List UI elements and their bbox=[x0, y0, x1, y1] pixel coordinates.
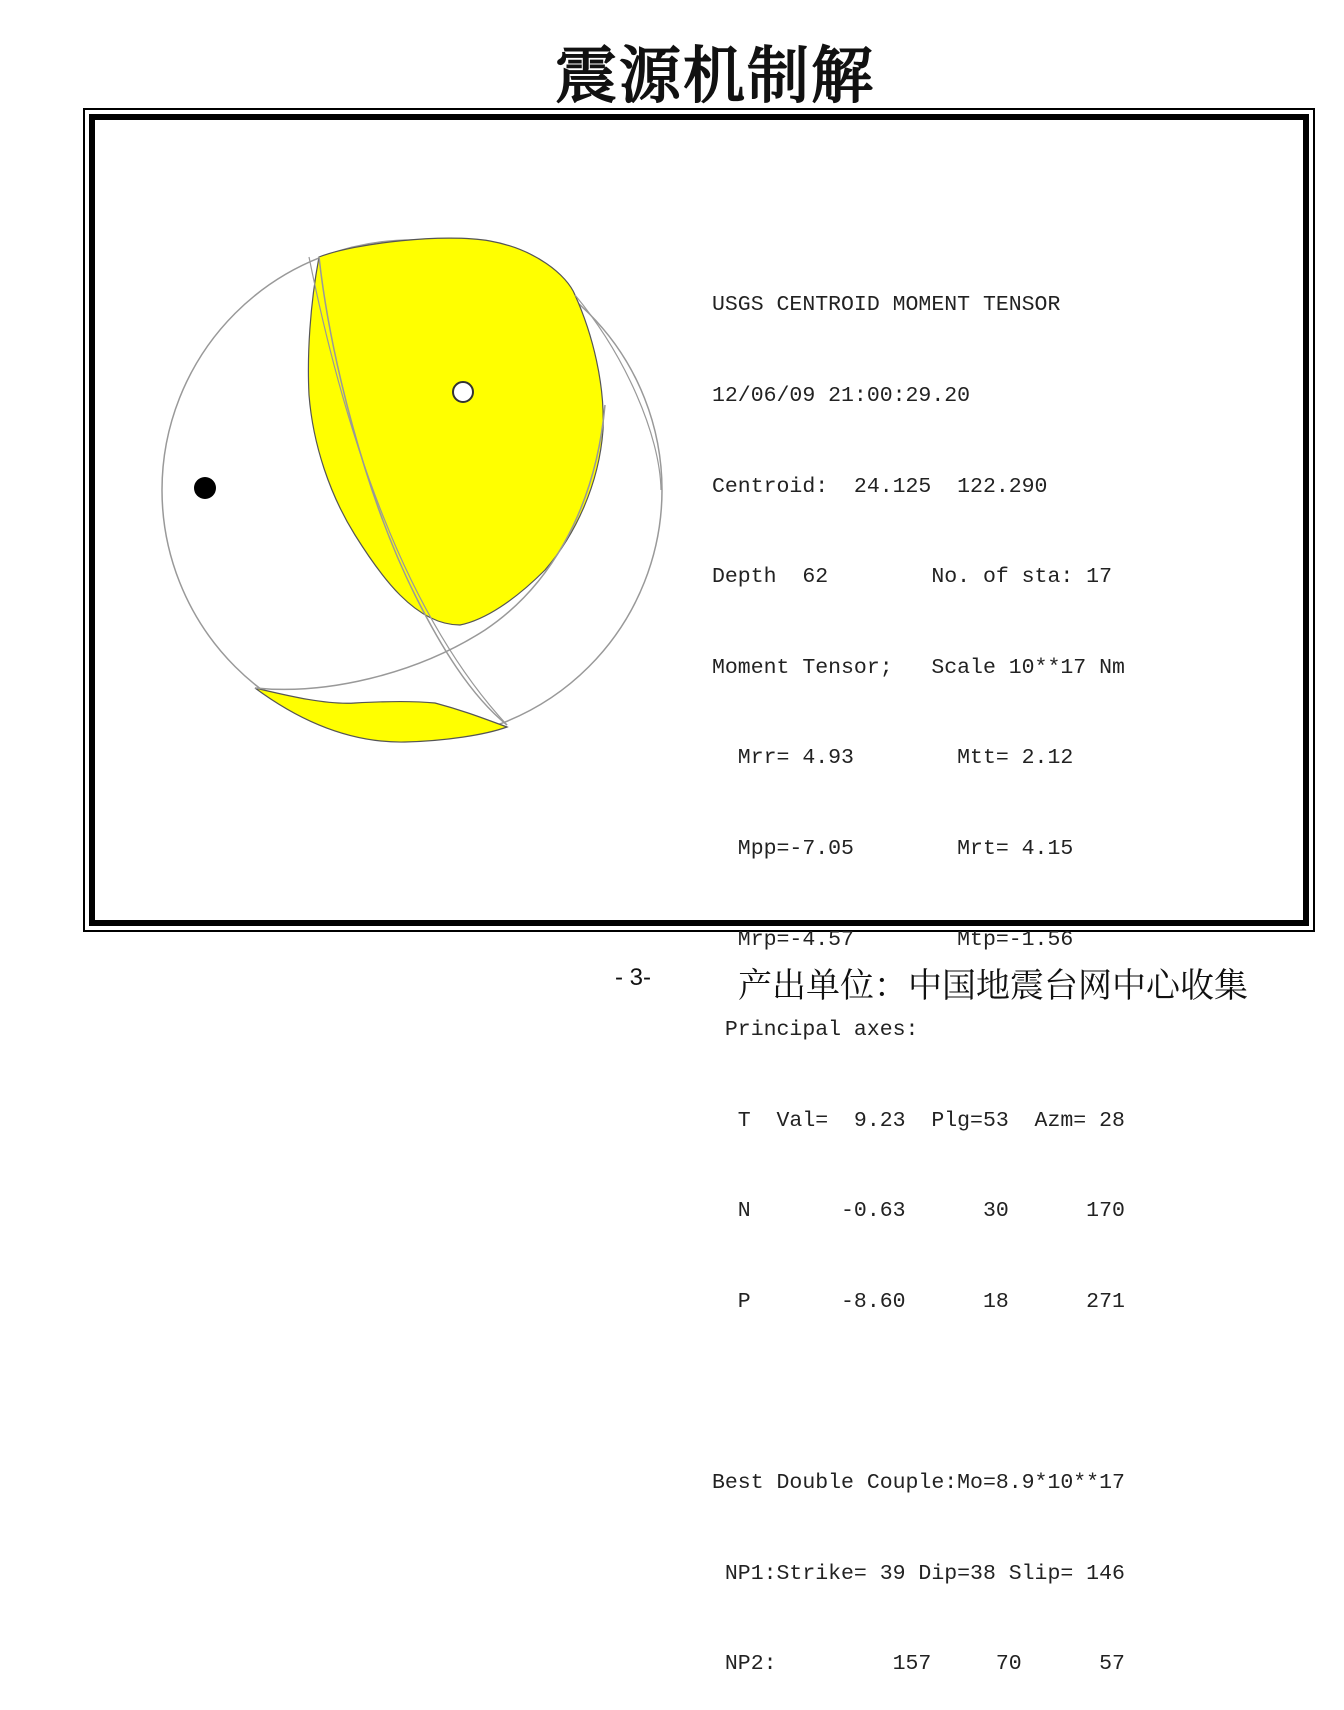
info-line: 12/06/09 21:00:29.20 bbox=[712, 384, 971, 408]
info-line: USGS CENTROID MOMENT TENSOR bbox=[712, 293, 1061, 318]
page-title: 震源机制解 bbox=[554, 39, 875, 112]
info-line: T Val= 9.23 Plg=53 Azm= 28 bbox=[712, 1108, 1125, 1133]
info-line: N -0.63 30 170 bbox=[712, 1199, 1125, 1224]
info-line: Principal axes: bbox=[712, 1018, 919, 1043]
info-line: Centroid: 24.125 122.290 bbox=[712, 474, 1048, 499]
info-line: Depth 62 No. of sta: 17 bbox=[712, 565, 1112, 590]
page-number: - 3- bbox=[615, 964, 651, 991]
info-line: NP2: 157 70 57 bbox=[712, 1652, 1125, 1677]
source-credit: 产出单位：中国地震台网中心收集 bbox=[738, 966, 1248, 1006]
info-line: Mrr= 4.93 Mtt= 2.12 bbox=[712, 746, 1074, 771]
info-line: Best Double Couple:Mo=8.9*10**17 bbox=[712, 1471, 1125, 1496]
info-line: Mrp=-4.57 Mtp=-1.56 bbox=[712, 927, 1074, 952]
info-line: Moment Tensor; Scale 10**17 Nm bbox=[712, 655, 1125, 680]
info-line: NP1:Strike= 39 Dip=38 Slip= 146 bbox=[712, 1561, 1125, 1586]
info-line: Mpp=-7.05 Mrt= 4.15 bbox=[712, 836, 1074, 861]
t-axis-marker bbox=[453, 382, 473, 402]
info-spacer bbox=[712, 1378, 1125, 1408]
focal-mechanism-beachball bbox=[155, 235, 669, 749]
info-line: P -8.60 18 271 bbox=[712, 1289, 1125, 1314]
p-axis-marker bbox=[194, 477, 216, 499]
